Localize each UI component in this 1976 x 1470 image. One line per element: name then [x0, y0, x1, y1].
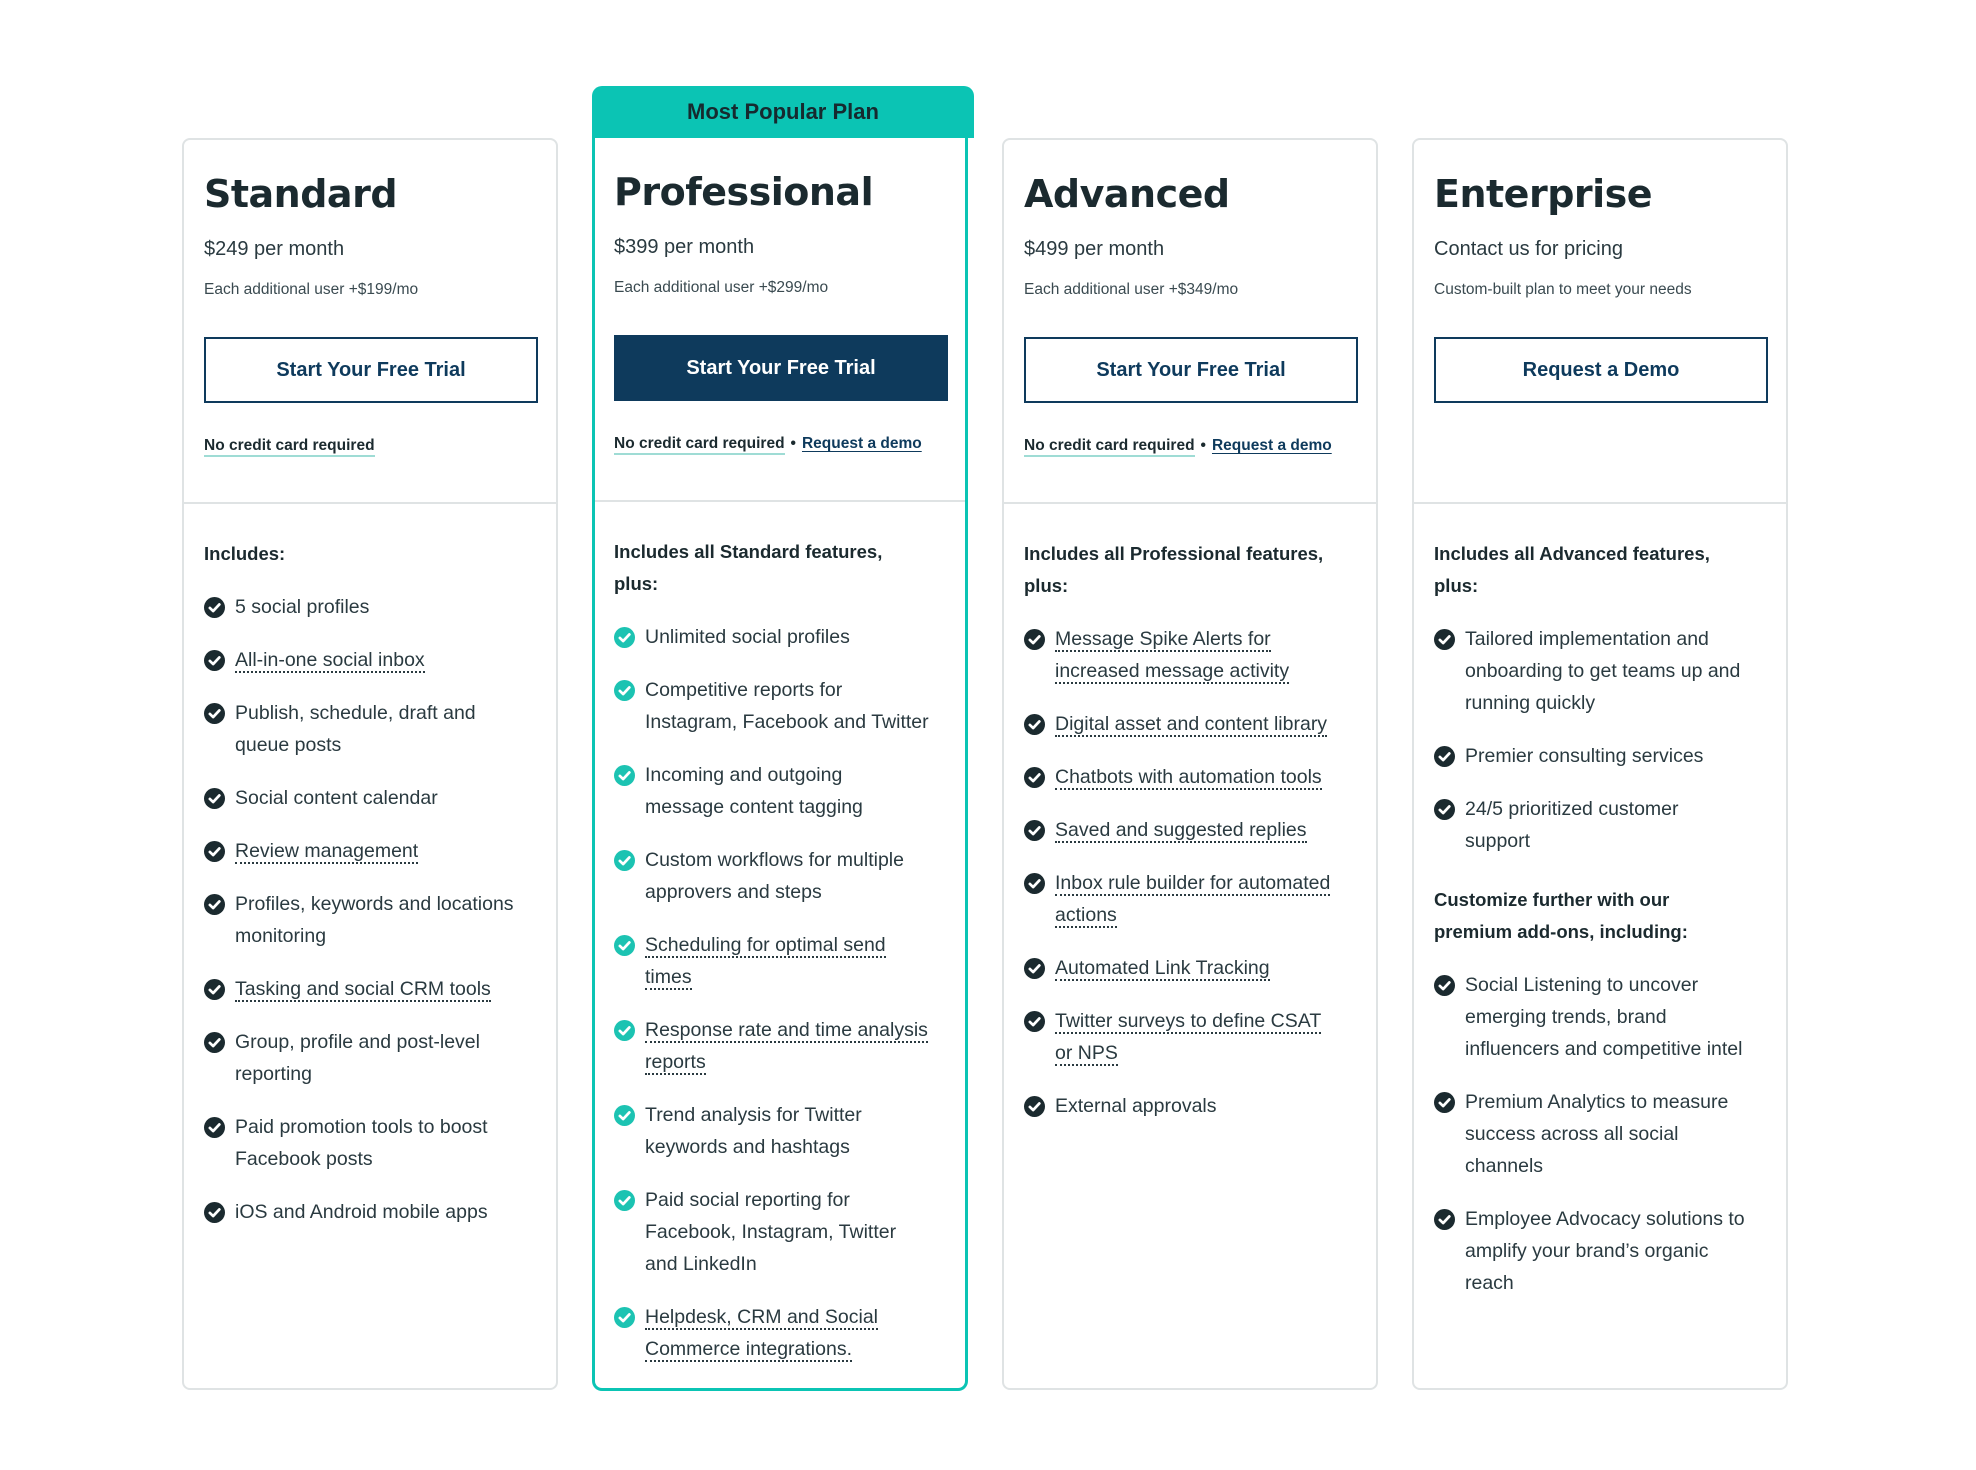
- feature-item: [1055, 899, 1117, 931]
- feature-item: [1465, 1203, 1745, 1235]
- card-divider: [1004, 502, 1376, 504]
- feature-item: [645, 1333, 852, 1365]
- feature-item: [235, 1196, 488, 1228]
- plan-additional-user-price: Each additional user +$299/mo: [614, 279, 829, 296]
- feature-item: [645, 1216, 896, 1248]
- check-circle-icon: [1024, 629, 1045, 650]
- feature-text: Instagram, Facebook and Twitter: [645, 711, 929, 733]
- feature-item: [1465, 687, 1595, 719]
- feature-text: Chatbots with automation tools: [1055, 766, 1322, 788]
- check-circle-icon: [1024, 1011, 1045, 1032]
- most-popular-badge: Most Popular Plan: [592, 86, 974, 138]
- feature-item: [645, 759, 842, 791]
- plan-additional-user-price: Each additional user +$199/mo: [204, 281, 419, 298]
- feature-item: [645, 1046, 706, 1078]
- feature-text: Tailored implementation and: [1465, 628, 1709, 650]
- feature-item: [1465, 1001, 1667, 1033]
- feature-text: Digital asset and content library: [1055, 713, 1328, 735]
- feature-item: [235, 591, 369, 623]
- feature-text: Twitter surveys to define CSAT: [1055, 1010, 1322, 1032]
- no-credit-card-note: No credit card required: [204, 437, 375, 457]
- card-divider: [1414, 502, 1786, 504]
- feature-item: [1055, 1090, 1217, 1122]
- check-circle-icon: [1434, 1092, 1455, 1113]
- features-heading: plus:: [1434, 575, 1479, 596]
- plan-name: Standard: [204, 172, 398, 216]
- card-divider: [184, 502, 556, 504]
- addons-heading: premium add-ons, including:: [1434, 921, 1688, 942]
- feature-item: [1465, 1086, 1728, 1118]
- plan-price: $249 per month: [204, 238, 345, 260]
- check-circle-icon: [204, 1117, 225, 1138]
- plan-price: $399 per month: [614, 236, 755, 258]
- feature-text: queue posts: [235, 734, 342, 756]
- start-free-trial-button[interactable]: Start Your Free Trial: [1024, 337, 1358, 403]
- feature-text: increased message activity: [1055, 660, 1290, 682]
- feature-item: [235, 644, 425, 676]
- feature-text: Publish, schedule, draft and: [235, 702, 476, 724]
- feature-item: [645, 791, 863, 823]
- feature-text: Commerce integrations.: [645, 1338, 852, 1360]
- check-circle-icon: [1024, 767, 1045, 788]
- feature-text: Facebook posts: [235, 1148, 373, 1170]
- feature-text: Paid social reporting for: [645, 1189, 850, 1211]
- request-demo-button[interactable]: Request a Demo: [1434, 337, 1768, 403]
- feature-item: [1055, 623, 1271, 655]
- feature-item: [235, 920, 326, 952]
- feature-item: [1465, 655, 1740, 687]
- feature-text: Helpdesk, CRM and Social: [645, 1306, 879, 1328]
- feature-item: [645, 1184, 850, 1216]
- feature-item: [235, 1111, 488, 1143]
- feature-text: emerging trends, brand: [1465, 1006, 1667, 1028]
- check-circle-icon: [204, 841, 225, 862]
- plan-name: Advanced: [1024, 172, 1230, 216]
- feature-text: 5 social profiles: [235, 596, 370, 618]
- card-divider: [595, 500, 965, 502]
- feature-text: Review management: [235, 840, 419, 862]
- plan-additional-user-price: Custom-built plan to meet your needs: [1434, 281, 1692, 298]
- trial-note: [204, 437, 375, 455]
- feature-item: [1465, 1150, 1543, 1182]
- feature-item: [1465, 793, 1679, 825]
- feature-item: [645, 621, 850, 653]
- feature-item: [235, 888, 514, 920]
- feature-item: [235, 1143, 373, 1175]
- check-circle-teal-icon: [614, 1307, 635, 1328]
- feature-text: and LinkedIn: [645, 1253, 757, 1275]
- check-circle-icon: [1434, 629, 1455, 650]
- check-circle-teal-icon: [614, 1105, 635, 1126]
- plan-price: Contact us for pricing: [1434, 238, 1623, 260]
- feature-item: [1055, 1005, 1321, 1037]
- feature-text: onboarding to get teams up and: [1465, 660, 1741, 682]
- feature-item: [1055, 655, 1289, 687]
- feature-item: [1465, 825, 1530, 857]
- check-circle-icon: [1434, 1209, 1455, 1230]
- feature-item: [1055, 814, 1307, 846]
- feature-text: or NPS: [1055, 1042, 1118, 1064]
- separator-dot: •: [790, 435, 796, 452]
- no-credit-card-note: No credit card required: [614, 435, 785, 455]
- check-circle-icon: [1024, 1096, 1045, 1117]
- check-circle-icon: [1434, 746, 1455, 767]
- features-heading: Includes all Standard features,: [614, 541, 883, 562]
- feature-text: Social content calendar: [235, 787, 438, 809]
- check-circle-icon: [1024, 873, 1045, 894]
- feature-text: External approvals: [1055, 1095, 1217, 1117]
- feature-item: [645, 1301, 878, 1333]
- check-circle-icon: [1024, 958, 1045, 979]
- check-circle-icon: [204, 894, 225, 915]
- feature-item: [645, 929, 886, 961]
- feature-item: [1055, 1037, 1118, 1069]
- feature-text: 24/5 prioritized customer: [1465, 798, 1679, 820]
- features-heading: plus:: [1024, 575, 1069, 596]
- feature-text: Trend analysis for Twitter: [645, 1104, 862, 1126]
- feature-item: [235, 782, 438, 814]
- feature-item: [235, 697, 476, 729]
- feature-item: [1055, 867, 1330, 899]
- features-heading: Includes all Professional features,: [1024, 543, 1324, 564]
- feature-text: Automated Link Tracking: [1055, 957, 1270, 979]
- feature-item: [645, 1248, 757, 1280]
- trial-note: [1024, 437, 1332, 455]
- feature-item: [235, 1026, 480, 1058]
- feature-text: success across all social: [1465, 1123, 1679, 1145]
- no-credit-card-note: No credit card required: [1024, 437, 1195, 457]
- feature-item: [1055, 761, 1322, 793]
- feature-text: Saved and suggested replies: [1055, 819, 1307, 841]
- features-heading: Includes all Advanced features,: [1434, 543, 1710, 564]
- plan-price: $499 per month: [1024, 238, 1165, 260]
- feature-text: running quickly: [1465, 692, 1596, 714]
- feature-item: [645, 1014, 928, 1046]
- feature-item: [1465, 1235, 1709, 1267]
- feature-text: approvers and steps: [645, 881, 822, 903]
- feature-item: [1465, 1033, 1743, 1065]
- check-circle-teal-icon: [614, 765, 635, 786]
- feature-item: [1055, 952, 1270, 984]
- check-circle-teal-icon: [614, 935, 635, 956]
- addons-heading: Customize further with our: [1434, 889, 1670, 910]
- feature-text: keywords and hashtags: [645, 1136, 850, 1158]
- feature-item: [1465, 1267, 1514, 1299]
- feature-text: influencers and competitive intel: [1465, 1038, 1743, 1060]
- check-circle-icon: [1024, 820, 1045, 841]
- feature-text: iOS and Android mobile apps: [235, 1201, 488, 1223]
- feature-text: Competitive reports for: [645, 679, 843, 701]
- feature-text: Unlimited social profiles: [645, 626, 850, 648]
- feature-text: All-in-one social inbox: [235, 649, 425, 671]
- features-heading: Includes:: [204, 543, 286, 564]
- check-circle-teal-icon: [614, 680, 635, 701]
- feature-item: [235, 835, 418, 867]
- check-circle-icon: [204, 788, 225, 809]
- feature-text: reach: [1465, 1272, 1514, 1294]
- features-heading: plus:: [614, 573, 659, 594]
- check-circle-icon: [1024, 714, 1045, 735]
- feature-text: actions: [1055, 904, 1117, 926]
- feature-text: Profiles, keywords and locations: [235, 893, 514, 915]
- feature-text: Inbox rule builder for automated: [1055, 872, 1331, 894]
- trial-note: [614, 435, 922, 453]
- feature-item: [645, 1099, 862, 1131]
- feature-text: Message Spike Alerts for: [1055, 628, 1271, 650]
- feature-text: Facebook, Instagram, Twitter: [645, 1221, 897, 1243]
- feature-text: Premium Analytics to measure: [1465, 1091, 1729, 1113]
- check-circle-icon: [204, 1202, 225, 1223]
- check-circle-teal-icon: [614, 1020, 635, 1041]
- check-circle-icon: [204, 979, 225, 1000]
- feature-text: times: [645, 966, 692, 988]
- feature-item: [645, 961, 692, 993]
- feature-text: Tasking and social CRM tools: [235, 978, 491, 1000]
- check-circle-icon: [1434, 975, 1455, 996]
- feature-text: Scheduling for optimal send: [645, 934, 886, 956]
- feature-text: channels: [1465, 1155, 1544, 1177]
- feature-item: [645, 844, 904, 876]
- check-circle-icon: [204, 703, 225, 724]
- check-circle-teal-icon: [614, 627, 635, 648]
- start-free-trial-button[interactable]: Start Your Free Trial: [204, 337, 538, 403]
- check-circle-icon: [204, 1032, 225, 1053]
- start-free-trial-button[interactable]: Start Your Free Trial: [614, 335, 948, 401]
- feature-item: [1465, 740, 1703, 772]
- feature-item: [645, 674, 842, 706]
- feature-item: [1055, 708, 1327, 740]
- feature-item: [645, 1131, 850, 1163]
- request-demo-link[interactable]: Request a demo: [1211, 437, 1332, 454]
- feature-text: reports: [645, 1051, 706, 1073]
- feature-text: Paid promotion tools to boost: [235, 1116, 488, 1138]
- feature-text: Premier consulting services: [1465, 745, 1704, 767]
- feature-item: [235, 729, 341, 761]
- plan-name: Professional: [614, 170, 874, 214]
- feature-text: Custom workflows for multiple: [645, 849, 904, 871]
- feature-item: [235, 973, 491, 1005]
- plan-name: Enterprise: [1434, 172, 1653, 216]
- check-circle-icon: [204, 650, 225, 671]
- feature-item: [235, 1058, 312, 1090]
- check-circle-teal-icon: [614, 1190, 635, 1211]
- feature-text: Employee Advocacy solutions to: [1465, 1208, 1745, 1230]
- plan-additional-user-price: Each additional user +$349/mo: [1024, 281, 1239, 298]
- request-demo-link[interactable]: Request a demo: [801, 435, 922, 452]
- feature-text: Incoming and outgoing: [645, 764, 843, 786]
- feature-item: [645, 876, 822, 908]
- feature-item: [1465, 969, 1698, 1001]
- separator-dot: •: [1200, 437, 1206, 454]
- feature-text: monitoring: [235, 925, 327, 947]
- feature-text: Group, profile and post-level: [235, 1031, 480, 1053]
- feature-text: amplify your brand’s organic: [1465, 1240, 1709, 1262]
- feature-text: Social Listening to uncover: [1465, 974, 1699, 996]
- feature-item: [1465, 623, 1709, 655]
- feature-text: support: [1465, 830, 1531, 852]
- feature-text: reporting: [235, 1063, 312, 1085]
- feature-item: [645, 706, 929, 738]
- check-circle-icon: [1434, 799, 1455, 820]
- feature-text: Response rate and time analysis: [645, 1019, 928, 1041]
- feature-text: message content tagging: [645, 796, 863, 818]
- feature-item: [1465, 1118, 1679, 1150]
- check-circle-teal-icon: [614, 850, 635, 871]
- check-circle-icon: [204, 597, 225, 618]
